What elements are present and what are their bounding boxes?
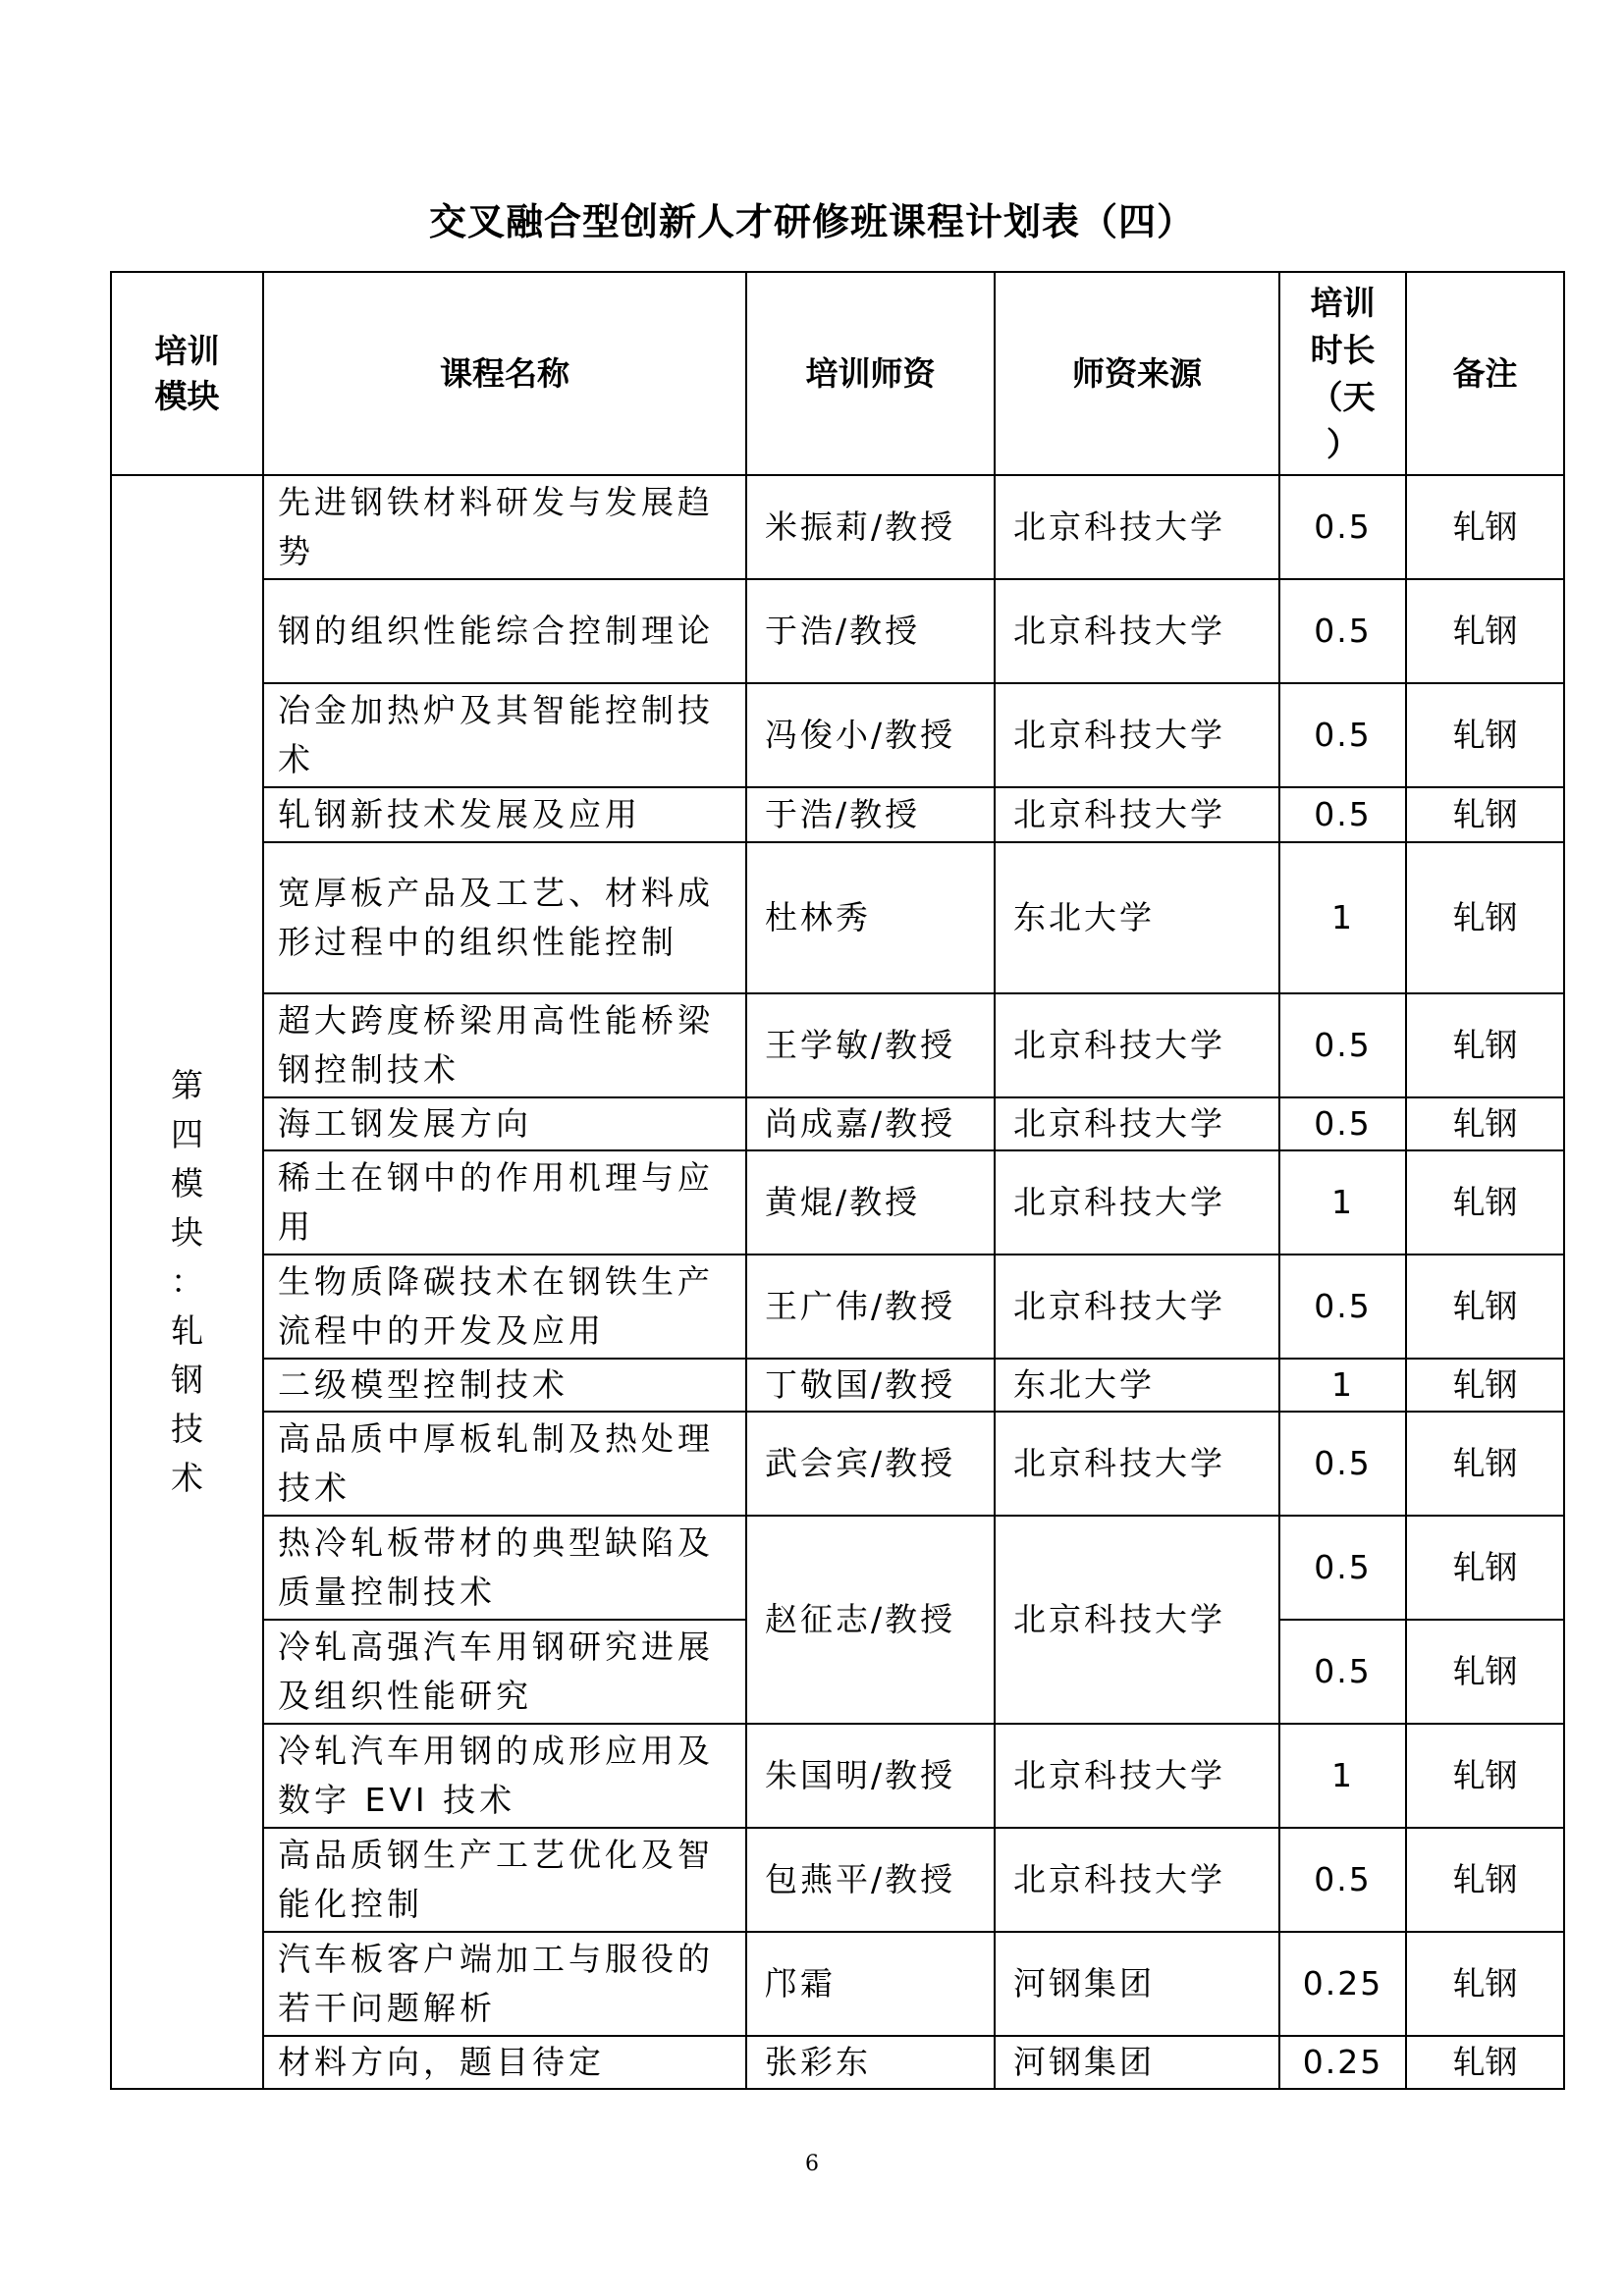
lecturer-source: 东北大学 (995, 842, 1279, 993)
course-name: 二级模型控制技术 (263, 1359, 746, 1412)
note: 轧钢 (1406, 1097, 1564, 1150)
table-row (111, 1255, 1564, 1359)
note: 轧钢 (1406, 1516, 1564, 1620)
note: 轧钢 (1406, 2036, 1564, 2089)
table-row (111, 993, 1564, 1097)
lecturer-source: 北京科技大学 (995, 475, 1279, 579)
course-name: 高品质钢生产工艺优化及智能化控制 (263, 1828, 746, 1932)
header-lecturer: 培训师资 (746, 272, 995, 475)
note: 轧钢 (1406, 1412, 1564, 1516)
training-days: 0.25 (1279, 1932, 1406, 2036)
lecturer: 于浩/教授 (746, 787, 995, 842)
training-days: 0.5 (1279, 1828, 1406, 1932)
note: 轧钢 (1406, 993, 1564, 1097)
lecturer-source: 北京科技大学 (995, 787, 1279, 842)
training-days: 0.5 (1279, 683, 1406, 787)
table-row (111, 1097, 1564, 1150)
note: 轧钢 (1406, 683, 1564, 787)
lecturer: 张彩东 (746, 2036, 995, 2089)
module-cell: 第 四 模 块 ： 轧 钢 技 术 (111, 475, 263, 2089)
table-row (111, 842, 1564, 993)
course-name: 稀土在钢中的作用机理与应用 (263, 1150, 746, 1255)
training-days: 0.5 (1279, 1097, 1406, 1150)
note: 轧钢 (1406, 787, 1564, 842)
training-days: 1 (1279, 1724, 1406, 1828)
lecturer: 武会宾/教授 (746, 1412, 995, 1516)
course-name: 生物质降碳技术在钢铁生产流程中的开发及应用 (263, 1255, 746, 1359)
lecturer-source: 北京科技大学 (995, 1516, 1279, 1724)
lecturer-source: 北京科技大学 (995, 1255, 1279, 1359)
lecturer: 朱国明/教授 (746, 1724, 995, 1828)
table-row (111, 1724, 1564, 1828)
training-days: 1 (1279, 1359, 1406, 1412)
lecturer-source: 北京科技大学 (995, 1828, 1279, 1932)
table-row (111, 1150, 1564, 1255)
lecturer: 于浩/教授 (746, 579, 995, 683)
lecturer-source: 河钢集团 (995, 1932, 1279, 2036)
note: 轧钢 (1406, 1724, 1564, 1828)
note: 轧钢 (1406, 475, 1564, 579)
header-note: 备注 (1406, 272, 1564, 475)
course-name: 海工钢发展方向 (263, 1097, 746, 1150)
course-name: 冷轧汽车用钢的成形应用及数字 EVI 技术 (263, 1724, 746, 1828)
page-title: 交叉融合型创新人才研修班课程计划表（四） (428, 200, 1195, 243)
table-row (111, 787, 1564, 842)
table-row (111, 1359, 1564, 1412)
lecturer-source: 东北大学 (995, 1359, 1279, 1412)
page-number: 6 (805, 2152, 819, 2176)
table-row (111, 1516, 1564, 1620)
header-source: 师资来源 (995, 272, 1279, 475)
course-name: 钢的组织性能综合控制理论 (263, 579, 746, 683)
lecturer: 赵征志/教授 (746, 1516, 995, 1724)
lecturer-source: 北京科技大学 (995, 1724, 1279, 1828)
lecturer-source: 北京科技大学 (995, 1412, 1279, 1516)
note: 轧钢 (1406, 842, 1564, 993)
note: 轧钢 (1406, 1932, 1564, 2036)
table-row (111, 683, 1564, 787)
table-row (111, 475, 1564, 579)
training-days: 0.5 (1279, 787, 1406, 842)
course-plan-table (110, 271, 1565, 2090)
training-days: 0.5 (1279, 993, 1406, 1097)
course-name: 材料方向，题目待定 (263, 2036, 746, 2089)
lecturer-source: 北京科技大学 (995, 1150, 1279, 1255)
table-row (111, 579, 1564, 683)
table-row (111, 2036, 1564, 2089)
note: 轧钢 (1406, 1828, 1564, 1932)
header-module: 培训模块 (111, 272, 263, 475)
lecturer-source: 北京科技大学 (995, 579, 1279, 683)
training-days: 0.5 (1279, 1620, 1406, 1724)
training-days: 1 (1279, 842, 1406, 993)
training-days: 0.5 (1279, 1412, 1406, 1516)
course-name: 高品质中厚板轧制及热处理技术 (263, 1412, 746, 1516)
lecturer-source: 北京科技大学 (995, 993, 1279, 1097)
lecturer-source: 河钢集团 (995, 2036, 1279, 2089)
note: 轧钢 (1406, 1359, 1564, 1412)
note: 轧钢 (1406, 1150, 1564, 1255)
course-name: 冷轧高强汽车用钢研究进展及组织性能研究 (263, 1620, 746, 1724)
training-days: 0.5 (1279, 579, 1406, 683)
course-name: 先进钢铁材料研发与发展趋势 (263, 475, 746, 579)
training-days: 1 (1279, 1150, 1406, 1255)
lecturer-source: 北京科技大学 (995, 1097, 1279, 1150)
training-days: 0.5 (1279, 1516, 1406, 1620)
course-name: 轧钢新技术发展及应用 (263, 787, 746, 842)
table-header-row (111, 272, 1564, 475)
lecturer: 王学敏/教授 (746, 993, 995, 1097)
course-name: 冶金加热炉及其智能控制技术 (263, 683, 746, 787)
note: 轧钢 (1406, 1255, 1564, 1359)
course-name: 汽车板客户端加工与服役的若干问题解析 (263, 1932, 746, 2036)
training-days: 0.5 (1279, 1255, 1406, 1359)
training-days: 0.5 (1279, 475, 1406, 579)
lecturer: 米振莉/教授 (746, 475, 995, 579)
header-days: 培训 时长 （天 ） (1279, 272, 1406, 475)
lecturer: 邝霜 (746, 1932, 995, 2036)
lecturer: 王广伟/教授 (746, 1255, 995, 1359)
lecturer: 尚成嘉/教授 (746, 1097, 995, 1150)
table-row (111, 1828, 1564, 1932)
lecturer-source: 北京科技大学 (995, 683, 1279, 787)
table-row (111, 1412, 1564, 1516)
lecturer: 包燕平/教授 (746, 1828, 995, 1932)
lecturer: 冯俊小/教授 (746, 683, 995, 787)
lecturer: 黄焜/教授 (746, 1150, 995, 1255)
header-course: 课程名称 (263, 272, 746, 475)
note: 轧钢 (1406, 579, 1564, 683)
course-name: 超大跨度桥梁用高性能桥梁钢控制技术 (263, 993, 746, 1097)
table-row (111, 1932, 1564, 2036)
lecturer: 杜林秀 (746, 842, 995, 993)
note: 轧钢 (1406, 1620, 1564, 1724)
lecturer: 丁敬国/教授 (746, 1359, 995, 1412)
training-days: 0.25 (1279, 2036, 1406, 2089)
course-name: 热冷轧板带材的典型缺陷及质量控制技术 (263, 1516, 746, 1620)
course-name: 宽厚板产品及工艺、材料成形过程中的组织性能控制 (263, 842, 746, 993)
